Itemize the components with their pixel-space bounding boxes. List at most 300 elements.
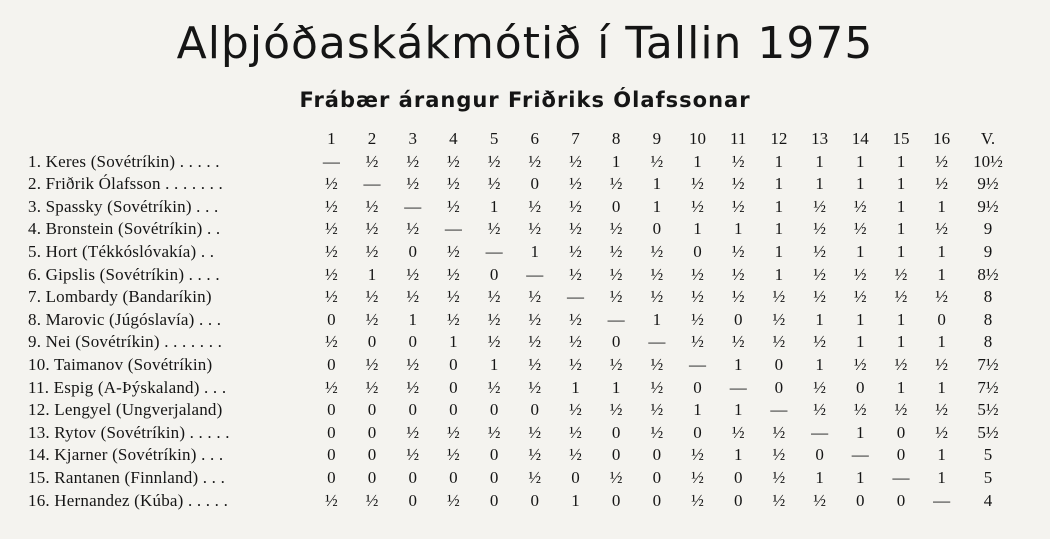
result-cell: ½ bbox=[528, 287, 542, 307]
result-cell: ½ bbox=[935, 174, 949, 194]
table-body bbox=[28, 151, 1014, 513]
result-cell: ½ bbox=[487, 151, 501, 171]
result-cell: ½ bbox=[528, 354, 542, 374]
result-cell: ½ bbox=[447, 174, 460, 194]
total-score: 8 bbox=[983, 332, 993, 352]
result-cell: 1 bbox=[937, 241, 946, 261]
result-cell: 1 bbox=[652, 174, 662, 194]
result-cell: ½ bbox=[731, 174, 745, 194]
result-cell: ½ bbox=[691, 196, 704, 216]
result-cell: 0 bbox=[367, 467, 377, 487]
result-cell: ½ bbox=[731, 287, 745, 307]
result-cell: 1 bbox=[896, 174, 906, 194]
result-cell: ½ bbox=[487, 174, 501, 194]
result-cell: ½ bbox=[813, 287, 826, 307]
result-cell: 1 bbox=[611, 151, 621, 171]
result-cell: 0 bbox=[327, 467, 336, 487]
result-cell: ½ bbox=[406, 264, 420, 284]
result-cell: ½ bbox=[691, 287, 704, 307]
result-cell: ½ bbox=[487, 332, 501, 352]
column-header: 2 bbox=[367, 129, 377, 148]
table-row bbox=[28, 399, 1014, 422]
result-cell: 1 bbox=[611, 377, 621, 397]
result-cell: 0 bbox=[611, 332, 621, 352]
result-cell: 1 bbox=[896, 196, 906, 216]
result-cell: ½ bbox=[406, 377, 420, 397]
result-cell: ½ bbox=[894, 400, 908, 420]
result-cell: ½ bbox=[528, 309, 542, 329]
result-cell: ½ bbox=[447, 309, 460, 329]
table-row bbox=[28, 422, 1014, 445]
result-cell: 1 bbox=[815, 174, 824, 194]
result-cell: 1 bbox=[774, 151, 784, 171]
result-cell: 0 bbox=[449, 467, 458, 487]
table-row bbox=[28, 331, 1014, 354]
result-cell: 0 bbox=[652, 445, 662, 465]
result-cell: ½ bbox=[569, 219, 582, 239]
result-cell: ½ bbox=[569, 422, 582, 442]
result-cell: ½ bbox=[324, 196, 338, 216]
total-score: 8 bbox=[983, 309, 993, 329]
result-cell: ½ bbox=[772, 309, 786, 329]
result-cell: ½ bbox=[650, 422, 664, 442]
result-cell: ½ bbox=[772, 287, 786, 307]
column-header: 16 bbox=[933, 129, 951, 148]
total-score: 5 bbox=[983, 467, 993, 487]
result-cell: 1 bbox=[693, 151, 702, 171]
result-cell: ½ bbox=[609, 287, 623, 307]
total-score: 4 bbox=[983, 490, 993, 510]
result-cell: 1 bbox=[815, 354, 824, 374]
result-cell: ½ bbox=[365, 377, 379, 397]
result-cell: ½ bbox=[935, 400, 949, 420]
result-cell: ½ bbox=[447, 196, 460, 216]
result-cell: — bbox=[770, 400, 788, 420]
result-cell: 0 bbox=[327, 354, 336, 374]
result-cell: — bbox=[322, 151, 340, 171]
result-cell: 0 bbox=[896, 490, 906, 510]
result-cell: ½ bbox=[528, 377, 542, 397]
result-cell: ½ bbox=[853, 196, 867, 216]
result-cell: ½ bbox=[447, 264, 460, 284]
result-cell: ½ bbox=[569, 400, 582, 420]
result-cell: — bbox=[689, 354, 707, 374]
result-cell: ½ bbox=[772, 445, 786, 465]
result-cell: 0 bbox=[530, 174, 540, 194]
total-score: 10½ bbox=[973, 151, 1003, 171]
page-title: Alþjóðaskákmótið í Tallin 1975 bbox=[176, 18, 874, 69]
result-cell: 0 bbox=[408, 467, 417, 487]
result-cell: ½ bbox=[853, 287, 867, 307]
result-cell: ½ bbox=[650, 400, 664, 420]
result-cell: 0 bbox=[856, 490, 865, 510]
result-cell: ½ bbox=[691, 309, 704, 329]
result-cell: ½ bbox=[365, 490, 379, 510]
result-cell: 1 bbox=[937, 264, 946, 284]
result-cell: ½ bbox=[813, 219, 826, 239]
result-cell: ½ bbox=[528, 445, 542, 465]
result-cell: 1 bbox=[733, 354, 743, 374]
result-cell: ½ bbox=[406, 445, 420, 465]
result-cell: ½ bbox=[609, 467, 623, 487]
result-cell: ½ bbox=[650, 151, 664, 171]
result-cell: 1 bbox=[856, 174, 865, 194]
result-cell: 0 bbox=[367, 332, 377, 352]
result-cell: ½ bbox=[447, 422, 460, 442]
result-cell: ½ bbox=[813, 241, 826, 261]
result-cell: 0 bbox=[652, 490, 662, 510]
result-cell: ½ bbox=[691, 332, 704, 352]
result-cell: ½ bbox=[731, 332, 745, 352]
player-name: 6. Gipslis (Sovétríkin) . . . . bbox=[28, 264, 220, 284]
result-cell: 1 bbox=[774, 196, 784, 216]
result-cell: ½ bbox=[731, 241, 745, 261]
result-cell: ½ bbox=[650, 264, 664, 284]
result-cell: — bbox=[729, 377, 747, 397]
result-cell: 1 bbox=[937, 467, 946, 487]
result-cell: 1 bbox=[896, 332, 906, 352]
result-cell: 0 bbox=[327, 445, 336, 465]
result-cell: — bbox=[566, 287, 584, 307]
result-cell: 0 bbox=[489, 490, 499, 510]
result-cell: ½ bbox=[935, 287, 949, 307]
result-cell: ½ bbox=[650, 354, 664, 374]
result-cell: 1 bbox=[489, 196, 499, 216]
result-cell: ½ bbox=[569, 309, 582, 329]
total-score: 5½ bbox=[977, 422, 999, 442]
result-cell: 1 bbox=[733, 219, 743, 239]
table-row bbox=[28, 490, 1014, 513]
result-cell: 1 bbox=[693, 219, 702, 239]
result-cell: ½ bbox=[487, 219, 501, 239]
result-cell: ½ bbox=[365, 287, 379, 307]
result-cell: 0 bbox=[611, 445, 621, 465]
tournament-crosstable bbox=[28, 128, 1014, 512]
result-cell: ½ bbox=[853, 264, 867, 284]
result-cell: ½ bbox=[691, 445, 704, 465]
result-cell: ½ bbox=[447, 287, 460, 307]
column-header: 7 bbox=[571, 129, 580, 148]
result-cell: 1 bbox=[774, 241, 784, 261]
result-cell: ½ bbox=[935, 151, 949, 171]
result-cell: 0 bbox=[611, 196, 621, 216]
player-name: 15. Rantanen (Finnland) . . . bbox=[28, 467, 226, 487]
result-cell: ½ bbox=[813, 377, 826, 397]
result-cell: 0 bbox=[733, 467, 743, 487]
result-cell: 0 bbox=[449, 377, 458, 397]
result-cell: ½ bbox=[324, 490, 338, 510]
result-cell: ½ bbox=[528, 196, 542, 216]
result-cell: 1 bbox=[937, 332, 946, 352]
result-cell: ½ bbox=[365, 219, 379, 239]
result-cell: ½ bbox=[772, 490, 786, 510]
result-cell: 1 bbox=[693, 400, 702, 420]
result-cell: ½ bbox=[935, 354, 949, 374]
result-cell: — bbox=[607, 309, 625, 329]
result-cell: ½ bbox=[813, 400, 826, 420]
column-header: 1 bbox=[327, 129, 336, 148]
result-cell: 0 bbox=[530, 400, 540, 420]
result-cell: ½ bbox=[447, 490, 460, 510]
result-cell: ½ bbox=[894, 354, 908, 374]
result-cell: ½ bbox=[365, 241, 379, 261]
column-header: 8 bbox=[611, 129, 621, 148]
result-cell: ½ bbox=[894, 264, 908, 284]
result-cell: 1 bbox=[815, 309, 824, 329]
player-name: 12. Lengyel (Ungverjaland) bbox=[28, 400, 223, 420]
result-cell: ½ bbox=[487, 309, 501, 329]
total-score: 9 bbox=[983, 241, 993, 261]
table-row bbox=[28, 286, 1014, 309]
result-cell: 1 bbox=[449, 332, 458, 352]
result-cell: ½ bbox=[935, 422, 949, 442]
result-cell: ½ bbox=[447, 151, 460, 171]
player-name: 3. Spassky (Sovétríkin) . . . bbox=[28, 196, 219, 216]
result-cell: ½ bbox=[853, 219, 867, 239]
column-header: 11 bbox=[730, 129, 747, 148]
result-cell: ½ bbox=[324, 174, 338, 194]
result-cell: — bbox=[526, 264, 544, 284]
result-cell: 1 bbox=[856, 151, 865, 171]
result-cell: 1 bbox=[489, 354, 499, 374]
result-cell: 0 bbox=[733, 309, 743, 329]
result-cell: 1 bbox=[856, 241, 865, 261]
result-cell: ½ bbox=[853, 354, 867, 374]
result-cell: 0 bbox=[693, 377, 702, 397]
result-cell: 1 bbox=[896, 377, 906, 397]
table-row bbox=[28, 151, 1014, 174]
player-column-header bbox=[28, 128, 311, 151]
result-cell: ½ bbox=[731, 196, 745, 216]
result-cell: — bbox=[811, 422, 829, 442]
table-row bbox=[28, 241, 1014, 264]
result-cell: 1 bbox=[774, 174, 784, 194]
result-cell: ½ bbox=[324, 241, 338, 261]
result-cell: ½ bbox=[772, 467, 786, 487]
total-score: 9 bbox=[983, 219, 993, 239]
column-header: 14 bbox=[851, 129, 869, 148]
result-cell: ½ bbox=[365, 309, 379, 329]
result-cell: ½ bbox=[813, 196, 826, 216]
result-cell: ½ bbox=[772, 422, 786, 442]
result-cell: ½ bbox=[487, 287, 501, 307]
result-cell: ½ bbox=[528, 467, 542, 487]
result-cell: 1 bbox=[856, 309, 865, 329]
result-cell: ½ bbox=[569, 151, 582, 171]
result-cell: ½ bbox=[406, 219, 420, 239]
column-header: 12 bbox=[770, 129, 788, 148]
result-cell: 0 bbox=[408, 400, 417, 420]
result-cell: — bbox=[363, 174, 381, 194]
column-header: 6 bbox=[530, 129, 540, 148]
result-cell: 0 bbox=[611, 422, 621, 442]
result-cell: ½ bbox=[691, 467, 704, 487]
result-cell: ½ bbox=[609, 219, 623, 239]
result-cell: 1 bbox=[856, 332, 865, 352]
result-cell: 0 bbox=[489, 467, 499, 487]
result-cell: ½ bbox=[528, 422, 542, 442]
result-cell: 1 bbox=[815, 467, 824, 487]
result-cell: 1 bbox=[571, 490, 580, 510]
result-cell: 0 bbox=[367, 422, 377, 442]
table-row bbox=[28, 264, 1014, 287]
result-cell: ½ bbox=[324, 219, 338, 239]
result-cell: 0 bbox=[408, 332, 417, 352]
result-cell: ½ bbox=[935, 219, 949, 239]
player-name: 5. Hort (Tékkóslóvakía) . . bbox=[28, 241, 215, 261]
result-cell: 1 bbox=[937, 196, 946, 216]
total-score: 9½ bbox=[977, 174, 999, 194]
result-cell: 0 bbox=[367, 445, 377, 465]
result-cell: ½ bbox=[406, 151, 420, 171]
result-cell: 0 bbox=[896, 422, 906, 442]
column-header: 3 bbox=[408, 129, 417, 148]
result-cell: 0 bbox=[652, 467, 662, 487]
result-cell: ½ bbox=[650, 287, 664, 307]
result-cell: 0 bbox=[327, 422, 336, 442]
column-header: 4 bbox=[449, 129, 458, 148]
result-cell: ½ bbox=[569, 196, 582, 216]
result-cell: 1 bbox=[815, 151, 824, 171]
result-cell: ½ bbox=[813, 264, 826, 284]
result-cell: ½ bbox=[731, 264, 745, 284]
result-cell: ½ bbox=[528, 151, 542, 171]
result-cell: ½ bbox=[650, 241, 664, 261]
result-cell: 1 bbox=[856, 467, 865, 487]
result-cell: ½ bbox=[691, 264, 704, 284]
result-cell: 1 bbox=[774, 264, 784, 284]
result-cell: ½ bbox=[691, 490, 704, 510]
table-row bbox=[28, 218, 1014, 241]
result-cell: 1 bbox=[937, 377, 946, 397]
table-row bbox=[28, 173, 1014, 196]
total-score: 5 bbox=[983, 445, 993, 465]
result-cell: 1 bbox=[530, 241, 540, 261]
result-cell: 1 bbox=[733, 400, 743, 420]
result-cell: 1 bbox=[896, 309, 906, 329]
result-cell: ½ bbox=[324, 264, 338, 284]
result-cell: 0 bbox=[489, 264, 499, 284]
result-cell: 0 bbox=[774, 354, 784, 374]
result-cell: ½ bbox=[609, 174, 623, 194]
result-cell: ½ bbox=[813, 490, 826, 510]
player-name: 8. Marovic (Júgóslavía) . . . bbox=[28, 309, 222, 329]
total-score: 5½ bbox=[977, 400, 999, 420]
result-cell: ½ bbox=[609, 400, 623, 420]
result-cell: 0 bbox=[408, 490, 417, 510]
result-cell: — bbox=[444, 219, 462, 239]
player-name: 9. Nei (Sovétríkin) . . . . . . . bbox=[28, 332, 223, 352]
result-cell: ½ bbox=[569, 174, 582, 194]
result-cell: 1 bbox=[571, 377, 580, 397]
result-cell: ½ bbox=[365, 354, 379, 374]
result-cell: ½ bbox=[569, 264, 582, 284]
result-cell: 1 bbox=[896, 219, 906, 239]
player-name: 7. Lombardy (Bandaríkin) bbox=[28, 287, 212, 307]
result-cell: 0 bbox=[489, 400, 499, 420]
result-cell: ½ bbox=[406, 174, 420, 194]
result-cell: ½ bbox=[853, 400, 867, 420]
result-cell: — bbox=[404, 196, 422, 216]
result-cell: 1 bbox=[652, 309, 662, 329]
column-header: 9 bbox=[652, 129, 662, 148]
result-cell: ½ bbox=[324, 287, 338, 307]
player-name: 13. Rytov (Sovétríkin) . . . . . bbox=[28, 422, 230, 442]
result-cell: — bbox=[485, 241, 503, 261]
result-cell: 0 bbox=[367, 400, 377, 420]
result-cell: ½ bbox=[406, 287, 420, 307]
result-cell: ½ bbox=[569, 354, 582, 374]
result-cell: 0 bbox=[327, 400, 336, 420]
result-cell: 0 bbox=[449, 354, 458, 374]
total-score: 8 bbox=[983, 287, 993, 307]
result-cell: ½ bbox=[365, 151, 379, 171]
total-score: 8½ bbox=[977, 264, 999, 284]
table-row bbox=[28, 444, 1014, 467]
player-name: 16. Hernandez (Kúba) . . . . . bbox=[28, 490, 229, 510]
result-cell: ½ bbox=[528, 332, 542, 352]
table-row bbox=[28, 377, 1014, 400]
result-cell: 0 bbox=[815, 445, 824, 465]
player-name: 11. Espig (A-Þýskaland) . . . bbox=[28, 377, 227, 397]
player-name: 14. Kjarner (Sovétríkin) . . . bbox=[28, 445, 224, 465]
result-cell: ½ bbox=[487, 377, 501, 397]
result-cell: ½ bbox=[894, 287, 908, 307]
total-score: 7½ bbox=[977, 377, 999, 397]
result-cell: 0 bbox=[571, 467, 580, 487]
result-cell: 1 bbox=[408, 309, 417, 329]
player-name: 1. Keres (Sovétríkin) . . . . . bbox=[28, 151, 220, 171]
column-header: 15 bbox=[892, 129, 910, 148]
result-cell: 1 bbox=[774, 219, 784, 239]
result-cell: ½ bbox=[528, 219, 542, 239]
result-cell: 1 bbox=[856, 422, 865, 442]
total-score: 7½ bbox=[977, 354, 999, 374]
result-cell: ½ bbox=[365, 196, 379, 216]
result-cell: 0 bbox=[856, 377, 865, 397]
result-cell: ½ bbox=[813, 332, 826, 352]
player-name: 4. Bronstein (Sovétríkin) . . bbox=[28, 219, 221, 239]
result-cell: ½ bbox=[406, 422, 420, 442]
result-cell: ½ bbox=[324, 377, 338, 397]
result-cell: ½ bbox=[406, 354, 420, 374]
table-row bbox=[28, 354, 1014, 377]
total-column-header: V. bbox=[980, 129, 996, 148]
result-cell: ½ bbox=[569, 445, 582, 465]
result-cell: 0 bbox=[652, 219, 662, 239]
table-row bbox=[28, 309, 1014, 332]
page-subtitle: Frábær árangur Friðriks Ólafssonar bbox=[299, 88, 751, 112]
result-cell: 1 bbox=[652, 196, 662, 216]
result-cell: — bbox=[648, 332, 666, 352]
result-cell: ½ bbox=[691, 174, 704, 194]
result-cell: 0 bbox=[693, 422, 702, 442]
result-cell: — bbox=[933, 490, 951, 510]
player-name: 2. Friðrik Ólafsson . . . . . . . bbox=[28, 174, 224, 194]
result-cell: 1 bbox=[367, 264, 377, 284]
result-cell: 0 bbox=[896, 445, 906, 465]
column-header: 13 bbox=[811, 129, 829, 148]
result-cell: ½ bbox=[650, 377, 664, 397]
result-cell: ½ bbox=[731, 151, 745, 171]
result-cell: ½ bbox=[447, 241, 460, 261]
result-cell: 0 bbox=[733, 490, 743, 510]
header-row bbox=[28, 128, 1014, 151]
result-cell: ½ bbox=[487, 422, 501, 442]
result-cell: 0 bbox=[327, 309, 336, 329]
result-cell: ½ bbox=[324, 332, 338, 352]
result-cell: 1 bbox=[896, 241, 906, 261]
